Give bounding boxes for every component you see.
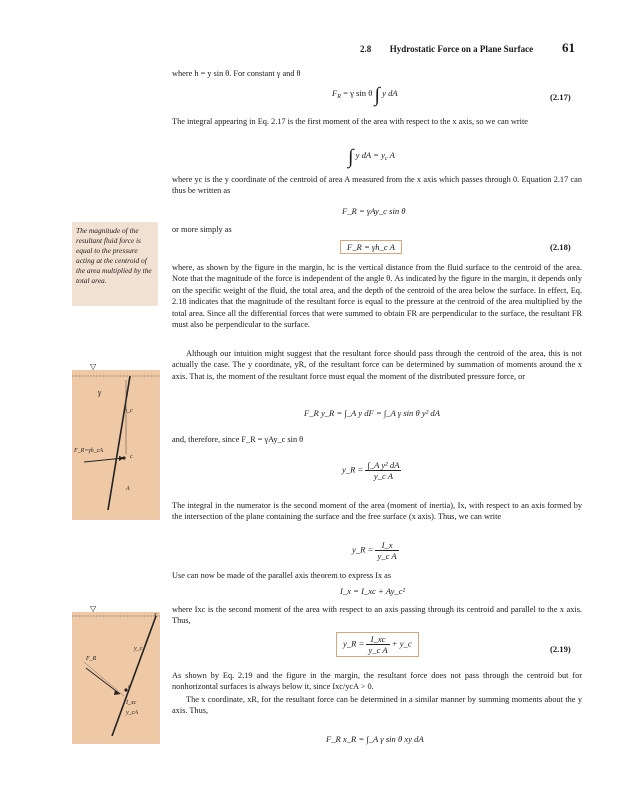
paragraph-2: The integral appearing in Eq. 2.17 is the first moment of the area with respect to the x axis, so we can write [172,117,528,126]
equation-number-2-18: (2.18) [550,242,571,252]
equation-number-2-17: (2.17) [550,92,571,102]
figure-1-force-label: F_R=γh_cA [74,448,104,454]
figure-2-x-label: x [154,612,157,618]
eq-217-integrand: y dA [382,88,398,98]
equation-2-17 [332,84,398,106]
equation-fr-sin: F_R = γAy_c sin θ [342,206,406,216]
page-number: 61 [562,40,575,55]
equation-yr-integral [342,460,401,481]
figure-1-a-label: A [126,486,130,492]
paragraph-10: where Ixc is the second moment of the area with respect to an axis passing through its centroid and parallel to the x axis. Thus, [172,605,582,626]
paragraph-5: where, as shown by the figure in the margin, hc is the vertical distance from the fluid surface to the centroid of the area. Note that the magnitude of the force is independent of the angle θ. As indicated by the figure in the margin, it depends only on the specific weight of the fluid, the total area, and the depth of the centroid of the area below the surface. In effect, Eq. 2.18 indicates that the magnitude of the resultant force is equal to the pressure at the centroid of the area multiplied by the total area. Since all the differential forces that were summed to obtain FR are perpendicular to the surface, the resultant FR must also be perpendicular to the surface. [172,263,582,330]
paragraph-11: As shown by Eq. 2.19 and the figure in the margin, the resultant force does not pass through the centroid but for nonhorizontal surfaces is always below it, since Ixc/ycA > 0. [172,671,582,692]
eq-219-tail: + y_c [391,638,412,649]
figure-resultant-location [72,612,160,744]
paragraph-7: and, therefore, since F_R = γAy_c sin θ [172,435,304,444]
margin-note: The magnitude of the resultant fluid force is equal to the pressure acting at the centroid of the area multiplied by the total area. [72,222,158,306]
section-title: Hydrostatic Force on a Plane Surface [389,44,534,54]
figure-2-fr-label: F_R [86,656,97,662]
paragraph-12: The x coordinate, xR, for the resultant force can be determined in a similar manner by summing moments about the y axis. Thus, [172,695,582,716]
figure-2-yc-label: y_c [134,646,143,652]
equation-yr-ix [352,540,399,561]
section-number: 2.8 [360,44,372,54]
figure-1-hc-label: h_c [124,408,133,414]
paragraph-1: where h = y sin θ. For constant γ and θ [172,69,301,78]
paragraph-9: Use can now be made of the parallel axis theorem to express Ix as [172,571,392,580]
eq-first-moment-integrand: y dA = y [355,150,385,160]
figure-centroid-depth [72,370,160,520]
eq-217-lhs: F [332,88,338,98]
figure-2-yca-label: y_cA [126,710,138,716]
equation-parallel-axis: I_x = I_xc + Ay_c² [340,586,406,596]
fraction-denominator: y_c A [377,551,397,561]
figure-2-svg [72,612,160,744]
equation-first-moment [348,146,395,168]
eq-first-moment-sub: c [384,156,388,162]
equation-2-18: F_R = γh_c A [340,240,402,254]
eq-217-lhs-sub: R [337,94,341,100]
eq-219-lhs: y_R = [343,638,365,649]
paragraph-6: Although our intuition might suggest that the resultant force should pass through the centroid of the area, this is not actually the case. The y coordinate, yR, of the resultant force can be determined by summation of moments around the x axis. That is, the moment of the resultant force must equal the moment of the distributed pressure force, or [172,349,582,381]
equation-moment: F_R y_R = ∫_A y dF = ∫_A γ sin θ y² dA [304,408,440,418]
figure-2-c-label: c [128,684,131,690]
integral-sign: ∫ [348,146,354,168]
equation-xr: F_R x_R = ∫_A γ sin θ xy dA [326,734,424,744]
fraction [365,460,401,481]
fraction [366,634,389,655]
figure-1-svg [72,370,160,520]
free-surface-marker-icon: ▽ [90,604,97,613]
paragraph-3: where yc is the y coordinate of the centroid of area A measured from the x axis which passes through 0. Equation 2.17 can thus be written as [172,175,582,196]
fraction-denominator: y_c A [373,471,394,481]
eq-yr2-lhs: y_R = [352,544,374,555]
figure-1-c-label: c [130,454,133,460]
equation-number-2-19: (2.19) [550,644,571,654]
eq-yr1-lhs: y_R = [342,464,364,475]
equation-2-19 [336,632,419,657]
fraction-numerator: I_xc [366,634,389,645]
fraction-denominator: y_c A [368,645,388,655]
fraction-numerator: I_x [375,540,398,551]
paragraph-8: The integral in the numerator is the second moment of the area (moment of inertia), Ix, with respect to an axis formed by the intersection of the plane containing the surface and the free surface (x axis). Thus, we can write [172,501,582,522]
eq-217-mid: = γ sin θ [340,88,373,98]
paragraph-4: or more simply as [172,225,232,234]
running-header [360,44,533,54]
free-surface-marker-icon: ▽ [90,362,97,371]
figure-2-ixc-label: I_xc [126,700,137,706]
eq-first-moment-tail: A [389,150,395,160]
integral-sign: ∫ [374,84,380,106]
fraction-numerator: ∫_A y² dA [367,460,400,470]
fraction [375,540,398,561]
figure-1-gamma-label: γ [98,388,102,397]
